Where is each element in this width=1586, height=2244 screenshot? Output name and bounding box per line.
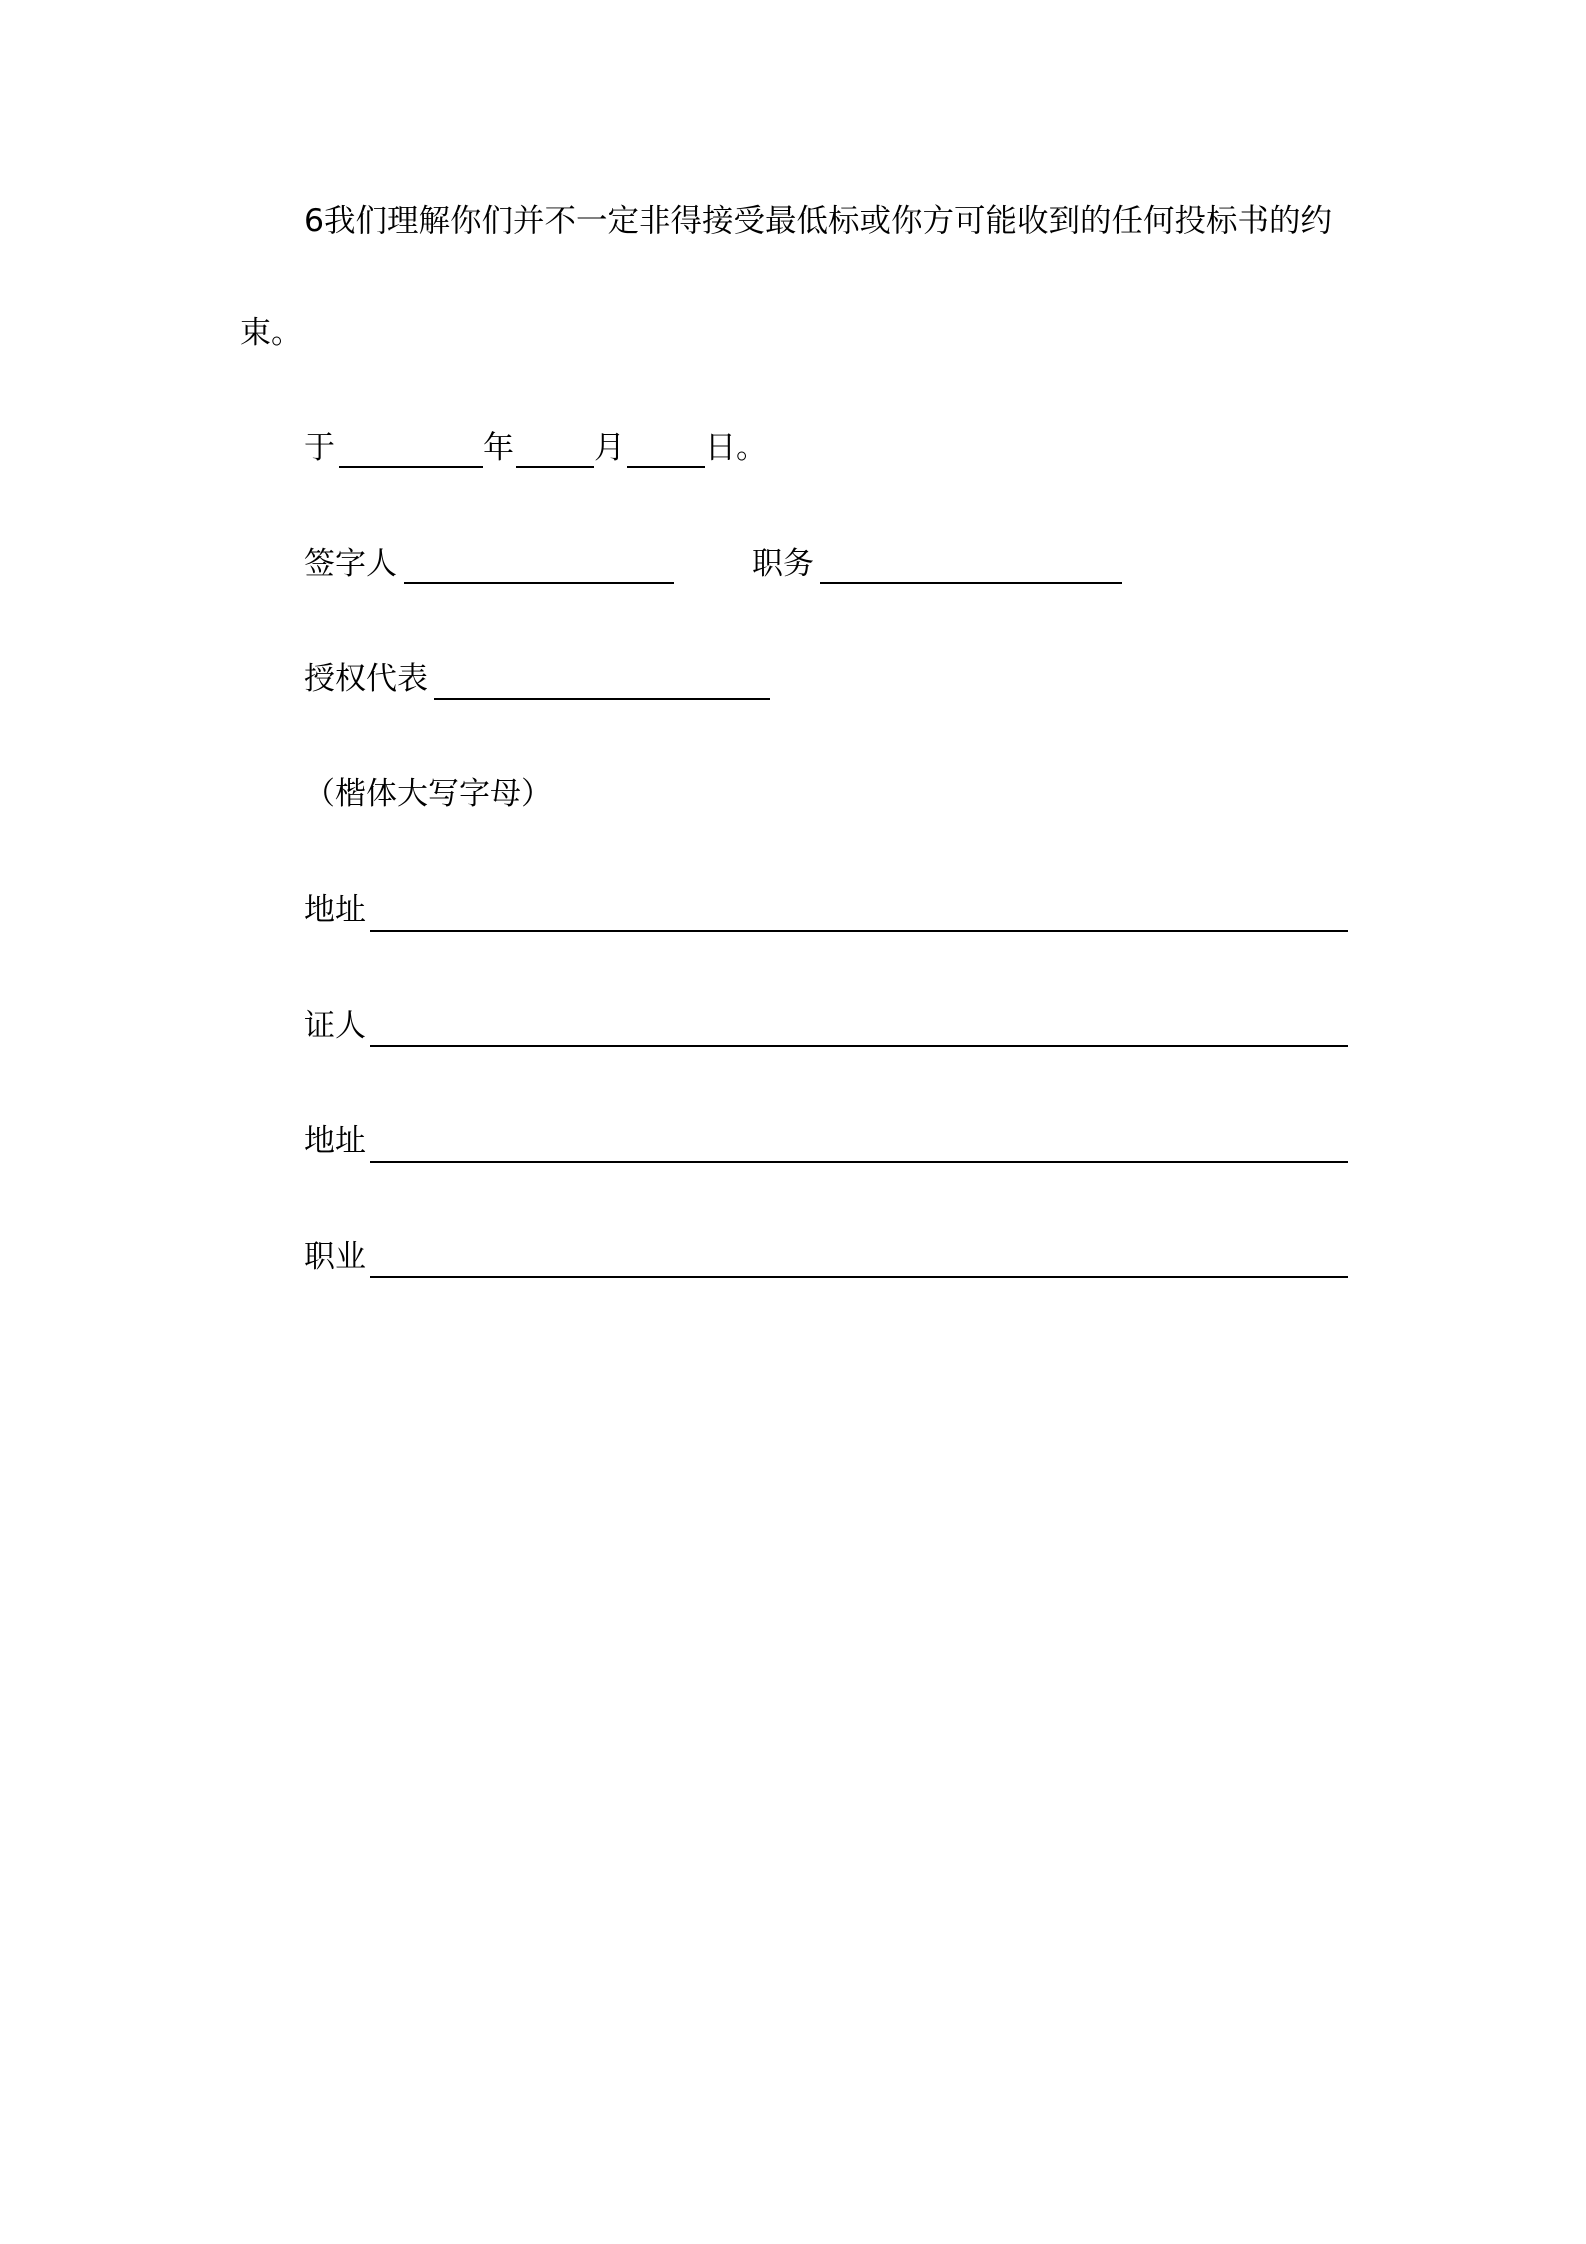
position-blank[interactable] xyxy=(820,582,1122,584)
paragraph-line-1: 6我们理解你们并不一定非得接受最低标或你方可能收到的任何投标书的约 xyxy=(304,203,1333,239)
day-blank[interactable] xyxy=(627,466,705,468)
address1-label: 地址 xyxy=(304,892,366,928)
month-label: 月 xyxy=(594,430,625,466)
address2-label: 地址 xyxy=(304,1123,366,1159)
day-label: 日。 xyxy=(705,430,767,466)
occupation-blank[interactable] xyxy=(370,1276,1348,1278)
occupation-label: 职业 xyxy=(304,1239,366,1275)
date-prefix: 于 xyxy=(304,430,335,466)
paragraph-line-2: 束。 xyxy=(240,315,302,351)
witness-label: 证人 xyxy=(304,1008,366,1044)
authorized-blank[interactable] xyxy=(434,698,770,700)
month-blank[interactable] xyxy=(516,466,594,468)
witness-blank[interactable] xyxy=(370,1045,1348,1047)
signatory-blank[interactable] xyxy=(404,582,674,584)
signatory-label: 签字人 xyxy=(304,546,397,582)
year-label: 年 xyxy=(483,430,514,466)
address1-blank[interactable] xyxy=(370,930,1348,932)
position-label: 职务 xyxy=(752,546,814,582)
authorized-label: 授权代表 xyxy=(304,661,428,697)
year-blank[interactable] xyxy=(339,466,483,468)
block-letters-note: （楷体大写字母） xyxy=(304,776,552,812)
address2-blank[interactable] xyxy=(370,1161,1348,1163)
